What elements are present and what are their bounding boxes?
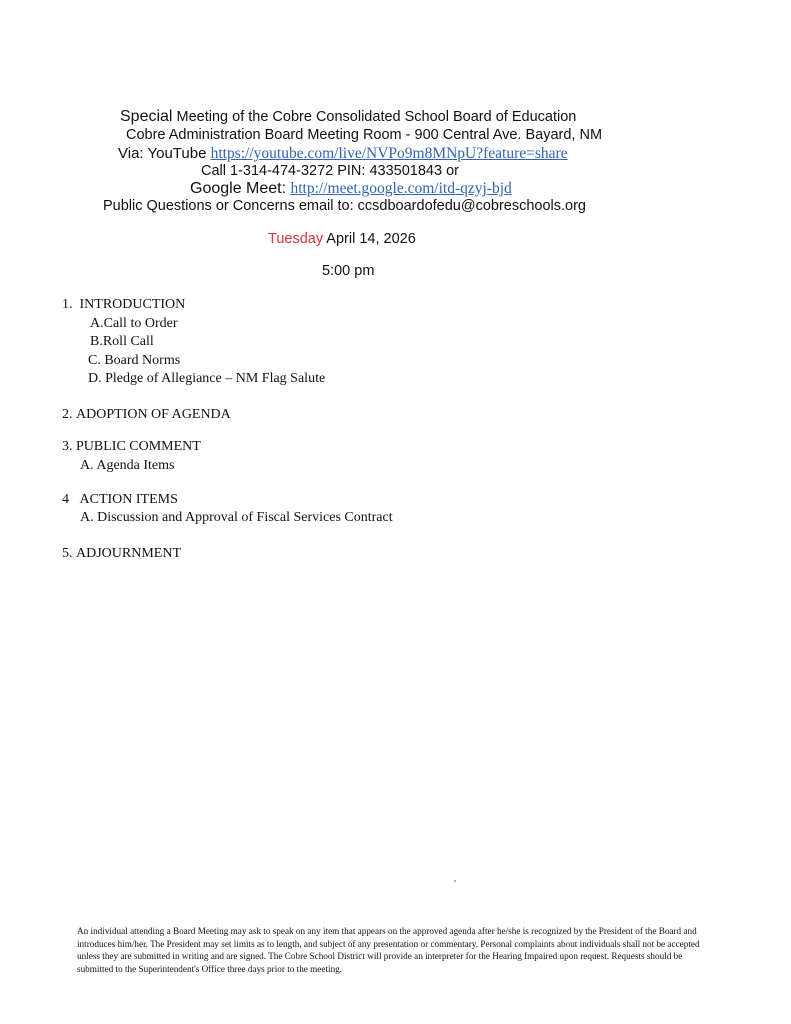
google-meet-label: Google Meet: bbox=[190, 180, 291, 197]
agenda-item-title: ADJOURNMENT bbox=[76, 546, 181, 561]
meeting-date bbox=[268, 231, 416, 247]
google-meet-link[interactable]: http://meet.google.com/itd-qzyj-bjd bbox=[290, 180, 512, 197]
agenda-subitem: D. Pledge of Allegiance – NM Flag Salute bbox=[88, 371, 326, 386]
agenda-subitem: A.Call to Order bbox=[90, 316, 178, 331]
agenda-subitem: B.Roll Call bbox=[90, 334, 154, 349]
agenda-subitem: A. Agenda Items bbox=[80, 458, 175, 473]
agenda-item-number: 4 bbox=[62, 492, 69, 507]
agenda-item-number: 5. bbox=[62, 546, 73, 561]
agenda-item-1 bbox=[62, 297, 185, 313]
meeting-type: Special bbox=[120, 108, 173, 125]
agenda-item-number: 1. bbox=[62, 297, 73, 312]
meeting-time: 5:00 pm bbox=[322, 263, 375, 279]
contact-email-line: Public Questions or Concerns email to: ccsdboardofedu@cobreschools.org bbox=[103, 198, 586, 214]
agenda-item-3 bbox=[62, 439, 201, 455]
agenda-item-number: 3. bbox=[62, 439, 73, 454]
youtube-label: Via: YouTube bbox=[118, 145, 211, 162]
footer-disclaimer: An individual attending a Board Meeting may ask to speak on any item that appears on the approved agenda after he/she is recognized by the President of the Board and introduces him/her. The President may set limits as to length, and subject of any presentation or commentary. Personal complaints about individuals shall not be accepted unless they are submitted in writing and are signed. The Cobre School District will provide an interpreter for the Hearing Impaired upon request. Requests should be submitted to the Superintendent's Office three days prior to the meeting. bbox=[77, 926, 700, 974]
youtube-link[interactable]: https://youtube.com/live/NVPo9m8MNpU?feature=share bbox=[210, 145, 568, 162]
agenda-item-title: ACTION ITEMS bbox=[79, 492, 178, 507]
agenda-item-title: ADOPTION OF AGENDA bbox=[76, 407, 231, 422]
agenda-subitem: C. Board Norms bbox=[88, 353, 181, 368]
agenda-item-title: INTRODUCTION bbox=[79, 297, 186, 312]
agenda-item-2 bbox=[62, 407, 231, 423]
agenda-subitem: A. Discussion and Approval of Fiscal Services Contract bbox=[80, 510, 393, 525]
meeting-day: Tuesday bbox=[268, 231, 324, 247]
meeting-title bbox=[120, 108, 576, 126]
agenda-item-4 bbox=[62, 492, 178, 508]
scan-speck bbox=[454, 880, 456, 882]
meeting-location: Cobre Administration Board Meeting Room - 900 Central Ave. Bayard, NM bbox=[126, 127, 603, 143]
youtube-line bbox=[118, 145, 568, 163]
agenda-item-number: 2. bbox=[62, 407, 73, 422]
agenda-item-5 bbox=[62, 546, 181, 562]
agenda-item-title: PUBLIC COMMENT bbox=[76, 439, 201, 454]
meeting-date-rest: April 14, 2026 bbox=[323, 231, 416, 247]
phone-line: Call 1-314-474-3272 PIN: 433501843 or bbox=[201, 163, 459, 179]
google-meet-line bbox=[190, 180, 512, 198]
meeting-title-rest: Meeting of the Cobre Consolidated School Board of Education bbox=[172, 109, 577, 125]
